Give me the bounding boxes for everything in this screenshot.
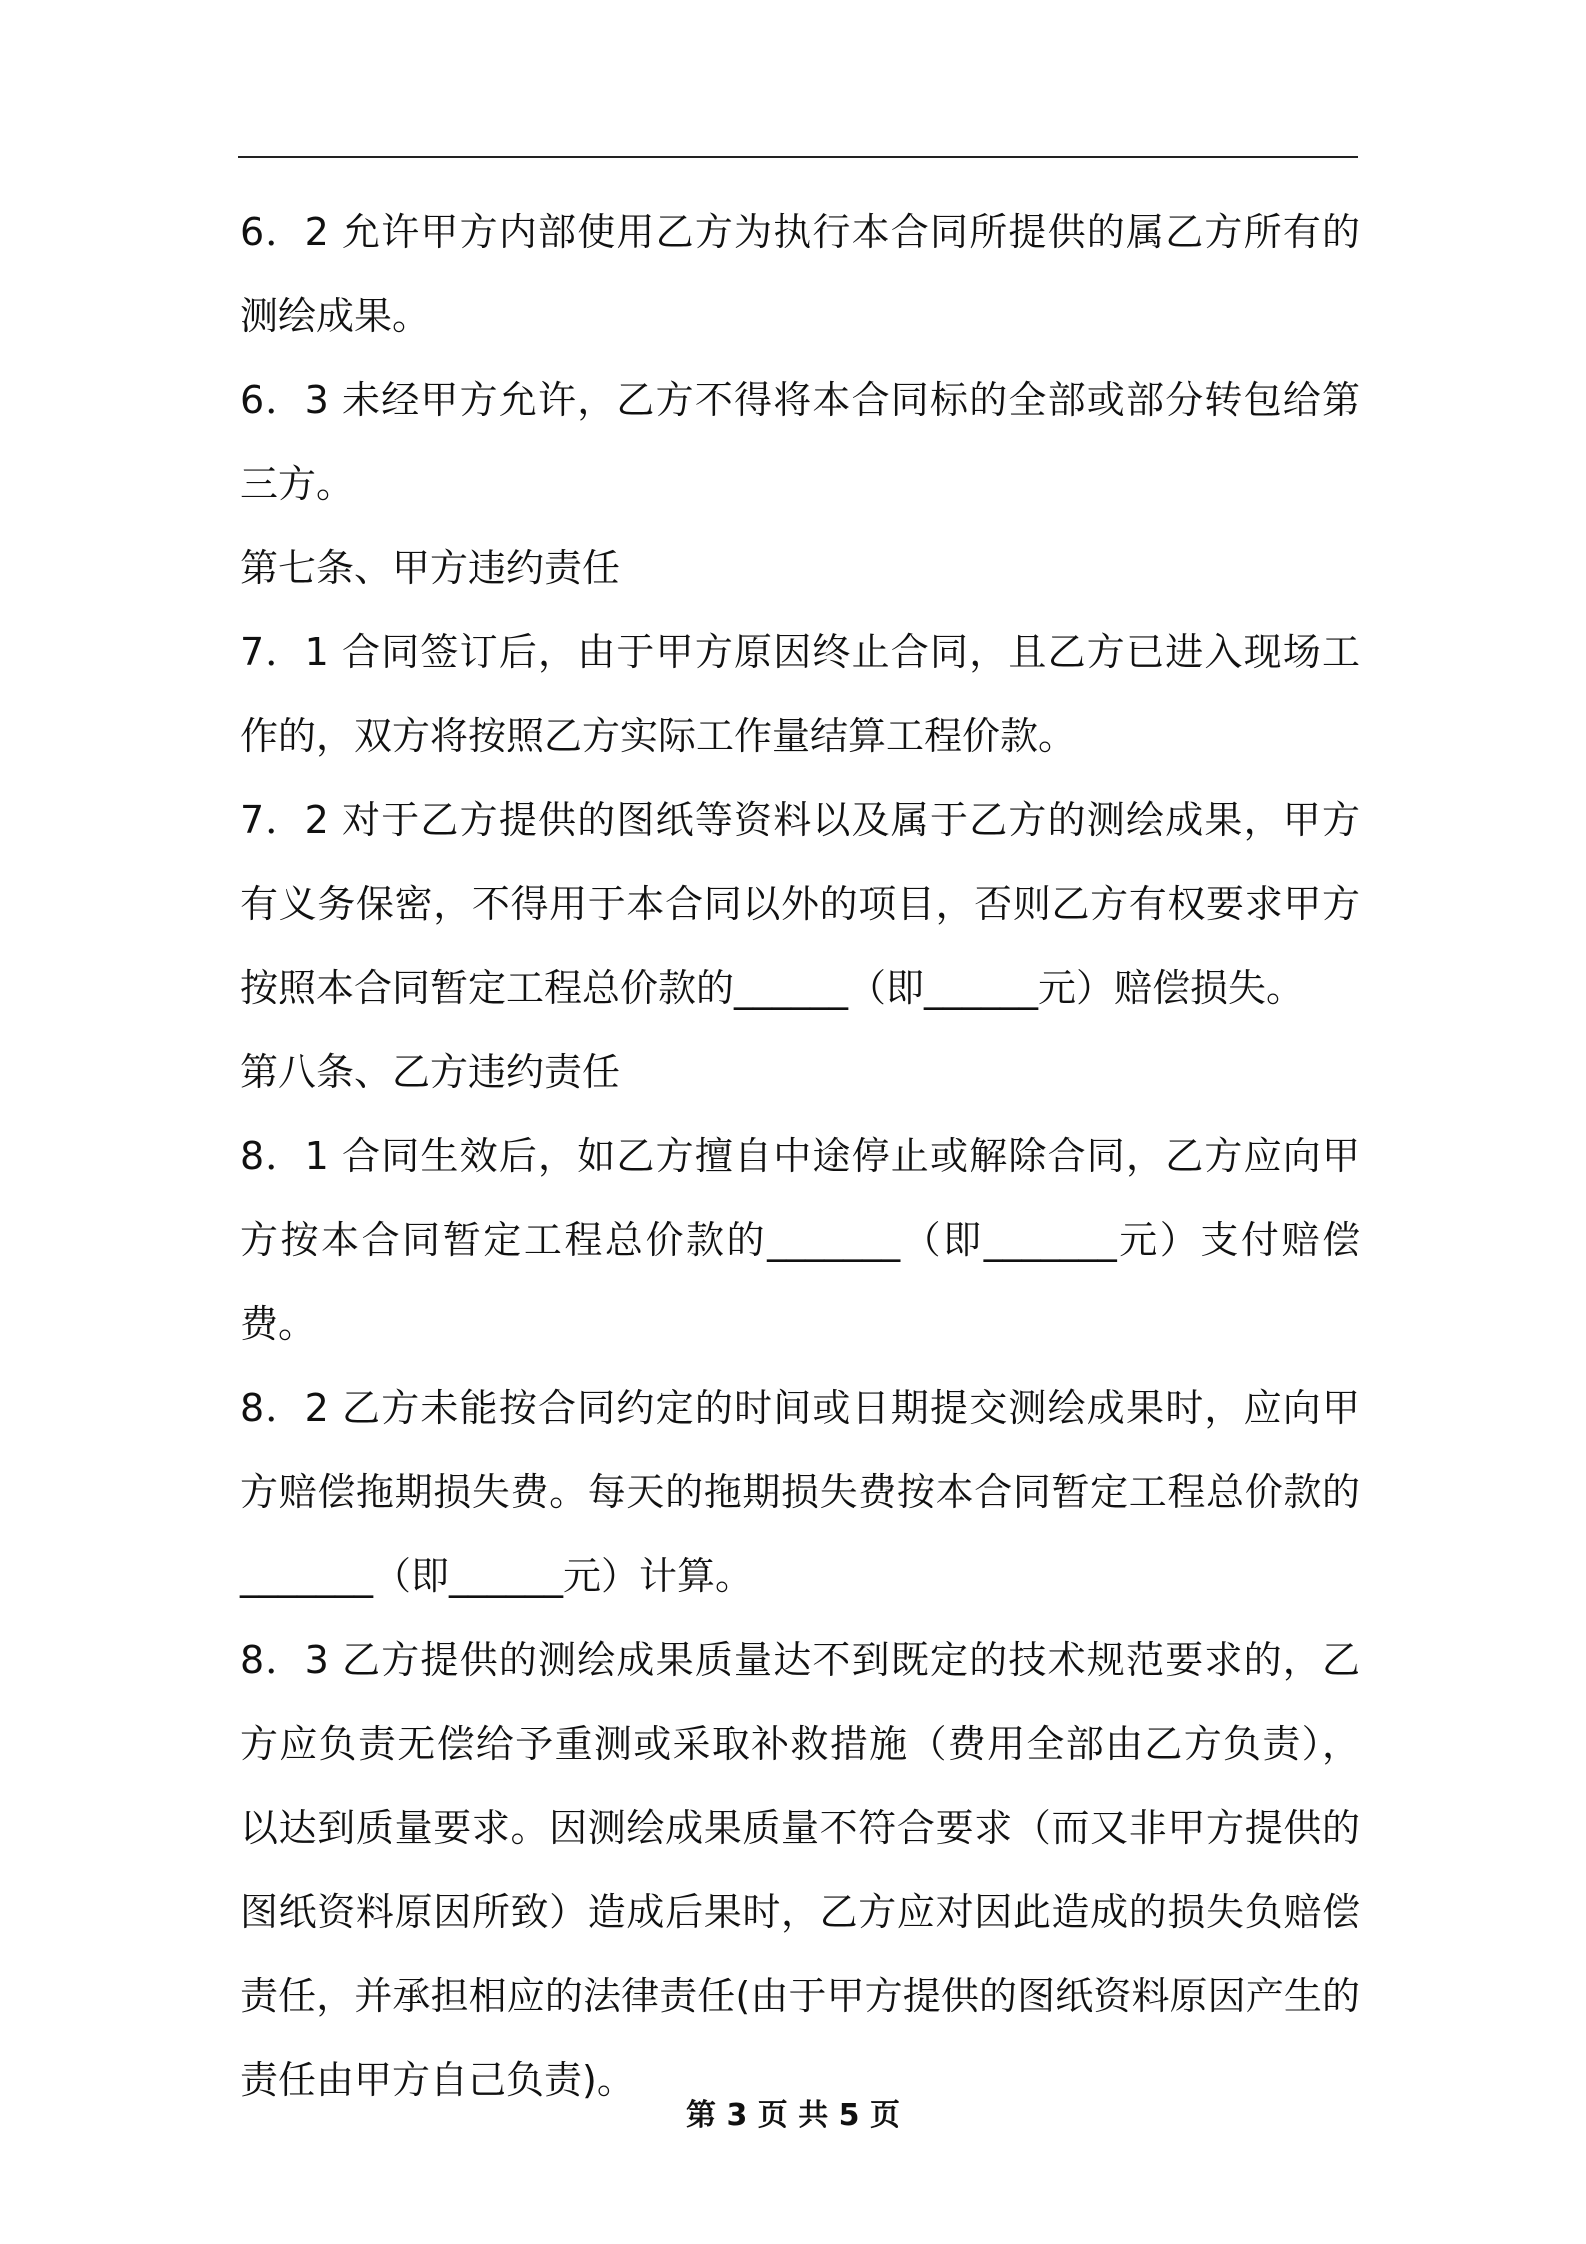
document-body — [240, 190, 1360, 2122]
page-number-footer: 第 3 页 共 5 页 — [686, 2098, 900, 2133]
header-rule — [238, 156, 1358, 158]
article-7-heading: 第七条、甲方违约责任 — [240, 546, 621, 590]
clause-8-2: 8．2 乙方未能按合同约定的时间或日期提交测绘成果时，应向甲方赔偿拖期损失费。每天的拖期损失费按本合同暂定工程总价款的_______（即______元）计算。 — [240, 1386, 1360, 1598]
clause-8-3: 8．3 乙方提供的测绘成果质量达不到既定的技术规范要求的，乙方应负责无偿给予重测或采取补救措施（费用全部由乙方负责），以达到质量要求。因测绘成果质量不符合要求（而又非甲方提供的图纸资料原因所致）造成后果时，乙方应对因此造成的损失负赔偿责任，并承担相应的法律责任(由于甲方提供的图纸资料原因产生的责任由甲方自己负责)。 — [240, 1638, 1360, 2102]
article-8-heading: 第八条、乙方违约责任 — [240, 1050, 621, 1094]
clause-7-2: 7．2 对于乙方提供的图纸等资料以及属于乙方的测绘成果，甲方有义务保密，不得用于本合同以外的项目，否则乙方有权要求甲方按照本合同暂定工程总价款的______（即______元）赔偿损失。 — [240, 798, 1360, 1010]
clause-7-1: 7．1 合同签订后，由于甲方原因终止合同，且乙方已进入现场工作的，双方将按照乙方实际工作量结算工程价款。 — [240, 630, 1360, 758]
clause-6-3: 6．3 未经甲方允许，乙方不得将本合同标的全部或部分转包给第三方。 — [240, 378, 1360, 506]
clause-6-2: 6．2 允许甲方内部使用乙方为执行本合同所提供的属乙方所有的测绘成果。 — [240, 210, 1360, 338]
clause-8-1: 8．1 合同生效后，如乙方擅自中途停止或解除合同，乙方应向甲方按本合同暂定工程总价款的_______（即_______元）支付赔偿费。 — [240, 1134, 1360, 1346]
